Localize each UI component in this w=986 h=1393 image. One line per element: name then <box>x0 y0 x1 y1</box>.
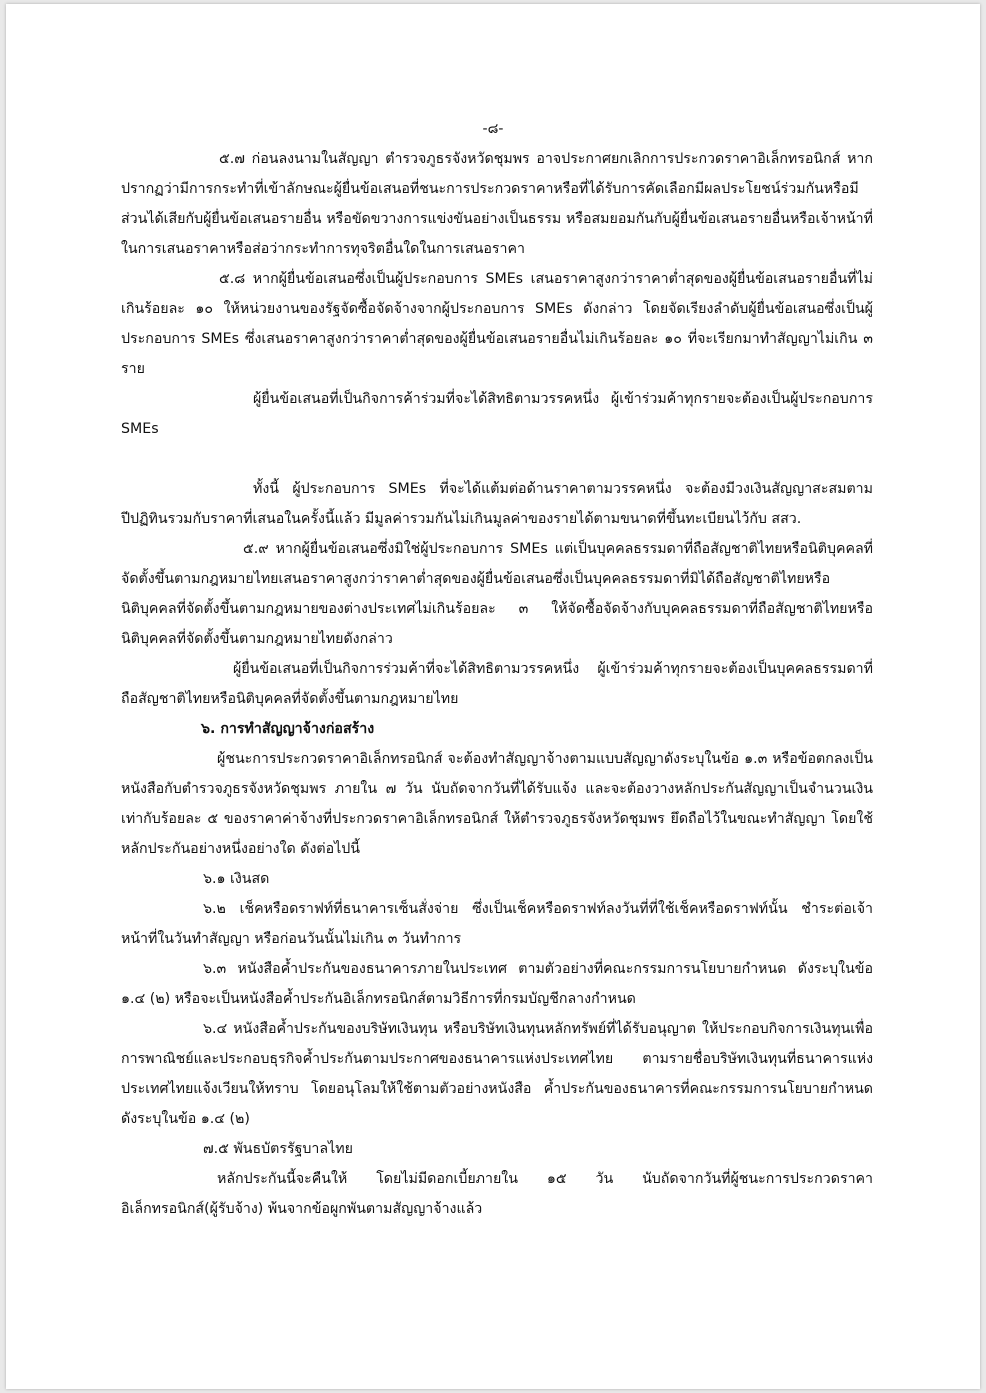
clause-5-9: ๕.๙ หากผู้ยื่นข้อเสนอซึ่งมิใช่ผู้ประกอบการ SMEs แต่เป็นบุคคลธรรมดาที่ถือสัญชาติไทยหรือนิติบุคคลที่จัดตั้งขึ้นตามกฎหมายไทยเสนอราคาสูงกว่าราคาต่ำสุดของผู้ยื่นข้อเสนอซึ่งเป็นบุคคลธรรมดาที่มิได้ถือสัญชาติไทยหรือนิติบุคคลที่จัดตั้งขึ้นตามกฎหมายของต่างประเทศไม่เกินร้อยละ ๓ ให้จัดซื้อจัดจ้างกับบุคคลธรรมดาที่ถือสัญชาติไทยหรือนิติบุคคลที่จัดตั้งขึ้นตามกฎหมายไทยดังกล่าว <box>121 541 873 647</box>
section-heading-6: ๖. การทำสัญญาจ้างก่อสร้าง <box>201 721 375 737</box>
clause-guarantee-return: หลักประกันนี้จะคืนให้ โดยไม่มีดอกเบี้ยภายใน ๑๕ วัน นับถัดจากวันที่ผู้ชนะการประกวดราคาอิเล็กทรอนิกส์(ผู้รับจ้าง) พ้นจากข้อผูกพันตามสัญญาจ้างแล้ว <box>121 1171 873 1217</box>
clause-5-7: ๕.๗ ก่อนลงนามในสัญญา ตำรวจภูธรจังหวัดชุมพร อาจประกาศยกเลิกการประกวดราคาอิเล็กทรอนิกส์ หากปรากฏว่ามีการกระทำที่เข้าลักษณะผู้ยื่นข้อเสนอที่ชนะการประกวดราคาหรือที่ได้รับการคัดเลือกมีผลประโยชน์ร่วมกันหรือมีส่วนได้เสียกับผู้ยื่นข้อเสนอรายอื่น หรือขัดขวางการแข่งขันอย่างเป็นธรรม หรือสมยอมกันกับผู้ยื่นข้อเสนอรายอื่นหรือเจ้าหน้าที่ในการเสนอราคาหรือส่อว่ากระทำการทุจริตอื่นใดในการเสนอราคา <box>121 151 873 257</box>
clause-7-5: ๗.๕ พันธบัตรรัฐบาลไทย <box>203 1141 353 1157</box>
clause-5-8: ๕.๘ หากผู้ยื่นข้อเสนอซึ่งเป็นผู้ประกอบการ SMEs เสนอราคาสูงกว่าราคาต่ำสุดของผู้ยื่นข้อเสนอรายอื่นที่ไม่เกินร้อยละ ๑๐ ให้หน่วยงานของรัฐจัดซื้อจัดจ้างจากผู้ประกอบการ SMEs ดังกล่าว โดยจัดเรียงลำดับผู้ยื่นข้อเสนอซึ่งเป็นผู้ประกอบการ SMEs ซึ่งเสนอราคาสูงกว่าราคาต่ำสุดของผู้ยื่นข้อเสนอรายอื่นไม่เกินร้อยละ ๑๐ ที่จะเรียกมาทำสัญญาไม่เกิน ๓ ราย <box>121 271 873 377</box>
document-body <box>121 144 873 1224</box>
clause-6-4: ๖.๔ หนังสือค้ำประกันของบริษัทเงินทุน หรือบริษัทเงินทุนหลักทรัพย์ที่ได้รับอนุญาต ให้ประกอบกิจการเงินทุนเพื่อการพาณิชย์และประกอบธุรกิจค้ำประกันตามประกาศของธนาคารแห่งประเทศไทย ตามรายชื่อบริษัทเงินทุนที่ธนาคารแห่งประเทศไทยแจ้งเวียนให้ทราบ โดยอนุโลมให้ใช้ตามตัวอย่างหนังสือ ค้ำประกันของธนาคารที่คณะกรรมการนโยบายกำหนด ดังระบุในข้อ ๑.๔ (๒) <box>121 1021 873 1127</box>
clause-6-3: ๖.๓ หนังสือค้ำประกันของธนาคารภายในประเทศ ตามตัวอย่างที่คณะกรรมการนโยบายกำหนด ดังระบุในข้อ ๑.๔ (๒) หรือจะเป็นหนังสือค้ำประกันอิเล็กทรอนิกส์ตามวิธีการที่กรมบัญชีกลางกำหนด <box>121 961 873 1007</box>
clause-5-9-joint-venture: ผู้ยื่นข้อเสนอที่เป็นกิจการร่วมค้าที่จะได้สิทธิตามวรรคหนึ่ง ผู้เข้าร่วมค้าทุกรายจะต้องเป็นบุคคลธรรมดาที่ถือสัญชาติไทยหรือนิติบุคคลที่จัดตั้งขึ้นตามกฎหมายไทย <box>121 661 873 707</box>
clause-5-8-joint-venture: ผู้ยื่นข้อเสนอที่เป็นกิจการค้าร่วมที่จะได้สิทธิตามวรรคหนึ่ง ผู้เข้าร่วมค้าทุกรายจะต้องเป็นผู้ประกอบการ SMEs <box>121 391 873 437</box>
document-page <box>6 4 980 1389</box>
clause-6-intro: ผู้ชนะการประกวดราคาอิเล็กทรอนิกส์ จะต้องทำสัญญาจ้างตามแบบสัญญาดังระบุในข้อ ๑.๓ หรือข้อตกลงเป็นหนังสือกับตำรวจภูธรจังหวัดชุมพร ภายใน ๗ วัน นับถัดจากวันที่ได้รับแจ้ง และจะต้องวางหลักประกันสัญญาเป็นจำนวนเงินเท่ากับร้อยละ ๕ ของราคาค่าจ้างที่ประกวดราคาอิเล็กทรอนิกส์ ให้ตำรวจภูธรจังหวัดชุมพร ยึดถือไว้ในขณะทำสัญญา โดยใช้หลักประกันอย่างหนึ่งอย่างใด ดังต่อไปนี้ <box>121 751 873 857</box>
page-number: -๘- <box>482 121 504 137</box>
clause-6-2: ๖.๒ เช็คหรือดราฟท์ที่ธนาคารเซ็นสั่งจ่าย ซึ่งเป็นเช็คหรือดราฟท์ลงวันที่ที่ใช้เช็คหรือดราฟท์นั้น ชำระต่อเจ้าหน้าที่ในวันทำสัญญา หรือก่อนวันนั้นไม่เกิน ๓ วันทำการ <box>121 901 873 947</box>
clause-5-8-sme-note: ทั้งนี้ ผู้ประกอบการ SMEs ที่จะได้แต้มต่อด้านราคาตามวรรคหนึ่ง จะต้องมีวงเงินสัญญาสะสมตามปีปฏิทินรวมกับราคาที่เสนอในครั้งนี้แล้ว มีมูลค่ารวมกันไม่เกินมูลค่าของรายได้ตามขนาดที่ขึ้นทะเบียนไว้กับ สสว. <box>121 481 873 527</box>
clause-6-1: ๖.๑ เงินสด <box>203 871 270 887</box>
